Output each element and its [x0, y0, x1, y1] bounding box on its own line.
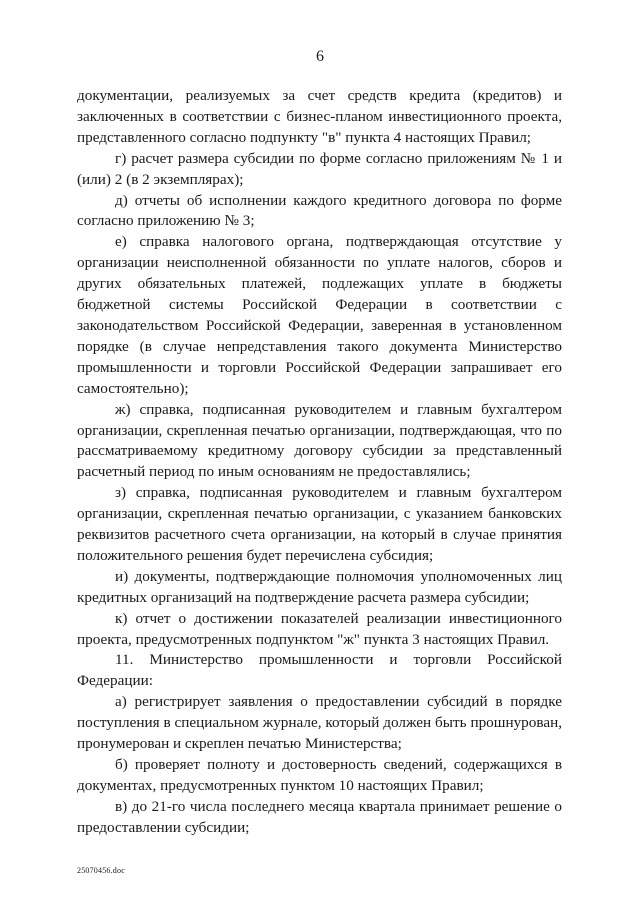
paragraph-item-z: з) справка, подписанная руководителем и главным бухгалтером организации, скрепленная печатью организации, с указанием банковских реквизитов расчетного счета организации, на который в случае принятия положительного решения будет перечислена субсидия; — [77, 484, 562, 564]
paragraph-item-i: и) документы, подтверждающие полномочия уполномоченных лиц кредитных организаций на подтверждение расчета размера субсидии; — [77, 567, 562, 606]
document-body — [77, 86, 562, 839]
paragraph-item-k: к) отчет о достижении показателей реализации инвестиционного проекта, предусмотренных подпунктом "ж" пункта 3 настоящих Правил. — [77, 609, 562, 648]
paragraph-item-g: г) расчет размера субсидии по форме согласно приложениям № 1 и (или) 2 (в 2 экземплярах); — [77, 149, 562, 188]
paragraph-item-zh: ж) справка, подписанная руководителем и главным бухгалтером организации, скрепленная печатью организации, подтверждающая, что по рассматриваемому кредитному договору субсидии за представленный расчетный период по иным основаниям не предоставлялись; — [77, 400, 562, 481]
paragraph-item-v: в) до 21-го числа последнего месяца квартала принимает решение о предоставлении субсидии; — [77, 797, 562, 836]
paragraph-section-11: 11. Министерство промышленности и торговли Российской Федерации: — [77, 651, 562, 690]
paragraph-item-d: д) отчеты об исполнении каждого кредитного договора по форме согласно приложению № 3; — [77, 191, 562, 230]
paragraph-item-b: б) проверяет полноту и достоверность сведений, содержащихся в документах, предусмотренных пунктом 10 настоящих Правил; — [77, 756, 562, 794]
paragraph-item-a: а) регистрирует заявления о предоставлении субсидий в порядке поступления в специальном журнале, который должен быть прошнурован, пронумерован и скреплен печатью Министерства; — [77, 693, 562, 753]
footer-filename: 25070456.doc — [77, 866, 125, 875]
page-number: 6 — [316, 48, 324, 65]
paragraph-continuation: документации, реализуемых за счет средств кредита (кредитов) и заключенных в соответствии с бизнес-планом инвестиционного проекта, представленного согласно подпункту "в" пункта 4 настоящих Правил; — [77, 87, 562, 146]
paragraph-item-e: е) справка налогового органа, подтверждающая отсутствие у организации неисполненной обязанности по уплате налогов, сборов и других обязательных платежей, подлежащих уплате в бюджеты бюджетной системы Российской Федерации в соответствии с законодательством Российской Федерации, заверенная в установленном порядке (в случае непредставления такого документа Министерство промышленности и торговли Российской Федерации запрашивает его самостоятельно); — [77, 233, 562, 397]
